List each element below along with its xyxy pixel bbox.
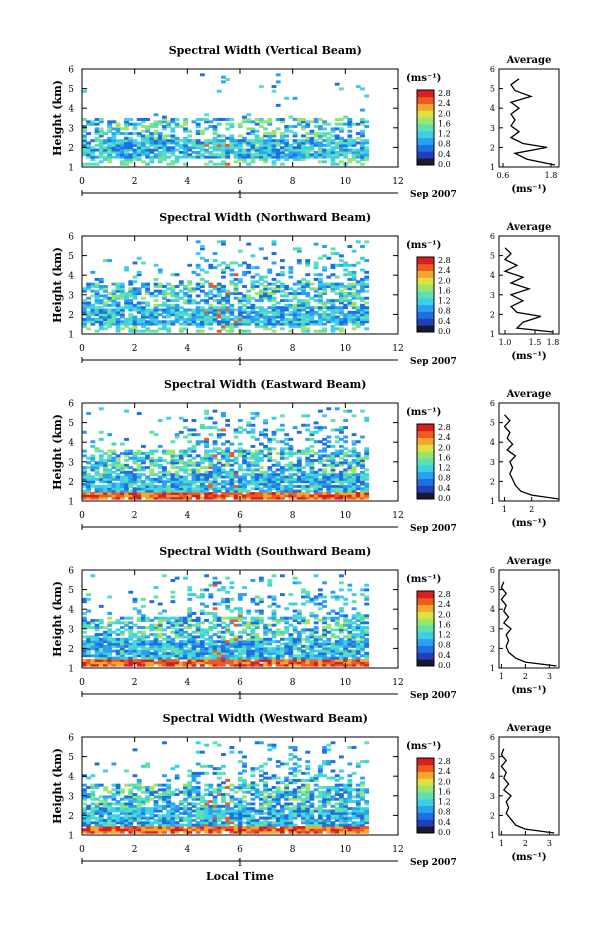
- average-y-tick: 6: [489, 399, 495, 408]
- colorbar-segment: [417, 758, 434, 765]
- y-tick-label: 4: [68, 104, 74, 115]
- x-tick-label: 0: [79, 344, 85, 354]
- average-title: Average: [506, 55, 552, 66]
- colorbar-segment: [417, 284, 434, 291]
- colorbar-tick: 0.8: [438, 807, 451, 817]
- date-label: Sep 2007: [410, 691, 457, 701]
- y-tick-label: 2: [68, 143, 74, 154]
- average-title: Average: [506, 222, 552, 233]
- colorbar-tick: 0.8: [438, 306, 451, 316]
- colorbar-segment: [417, 431, 434, 438]
- y-tick-label: 2: [68, 310, 74, 321]
- colorbar-segment: [417, 264, 434, 271]
- average-y-tick: 1: [489, 664, 495, 673]
- y-tick-label: 3: [68, 792, 74, 803]
- average-units: (ms⁻¹): [511, 685, 547, 696]
- colorbar-tick: 0.8: [438, 473, 451, 483]
- average-y-tick: 5: [489, 418, 495, 428]
- colorbar-segment: [417, 618, 434, 625]
- x-tick-label: 4: [184, 344, 191, 354]
- colorbar-tick: 0.4: [438, 650, 451, 660]
- colorbar-tick: 0.0: [438, 494, 451, 503]
- average-units: (ms⁻¹): [511, 184, 547, 195]
- average-units: (ms⁻¹): [511, 351, 547, 362]
- colorbar-segment: [417, 318, 434, 325]
- colorbar-tick: 0.0: [438, 828, 451, 837]
- average-y-tick: 1: [489, 163, 495, 172]
- colorbar-tick: 1.2: [438, 296, 451, 306]
- colorbar-units: (ms⁻¹): [406, 574, 442, 585]
- average-x-tick: 1: [498, 839, 504, 848]
- average-y-tick: 2: [489, 143, 495, 153]
- colorbar-tick: 0.0: [438, 661, 451, 670]
- average-y-tick: 2: [489, 477, 495, 487]
- y-tick-label: 3: [68, 124, 74, 135]
- average-profile-line: [505, 415, 560, 499]
- colorbar-segment: [417, 806, 434, 813]
- colorbar-units: (ms⁻¹): [406, 407, 442, 418]
- colorbar-units: (ms⁻¹): [406, 741, 442, 752]
- y-tick-label: 1: [68, 831, 74, 842]
- colorbar-segment: [417, 158, 434, 165]
- average-y-tick: 2: [489, 644, 495, 654]
- colorbar-segment: [417, 151, 434, 158]
- x-tick-label: 10: [339, 845, 352, 855]
- colorbar-tick: 1.6: [438, 119, 451, 129]
- average-profile-line: [501, 582, 556, 666]
- average-profile-line: [511, 79, 555, 165]
- colorbar-segment: [417, 325, 434, 332]
- colorbar-segment: [417, 117, 434, 124]
- average-profile-line: [505, 248, 553, 332]
- colorbar-tick: 2.8: [438, 423, 451, 432]
- heatmap-cells: [82, 574, 369, 666]
- colorbar-tick: 2.4: [438, 767, 451, 777]
- x-tick-label: 12: [392, 678, 404, 688]
- panel-title: Spectral Width (Vertical Beam): [168, 44, 362, 57]
- colorbar-tick: 2.8: [438, 89, 451, 98]
- colorbar-tick: 1.2: [438, 630, 451, 640]
- date-label: Sep 2007: [410, 357, 457, 367]
- colorbar-segment: [417, 799, 434, 806]
- x-tick-label: 0: [79, 845, 85, 855]
- colorbar-segment: [417, 785, 434, 792]
- colorbar-segment: [417, 90, 434, 97]
- y-tick-label: 2: [68, 811, 74, 822]
- colorbar-segment: [417, 97, 434, 104]
- y-axis-label: Height (km): [51, 247, 64, 323]
- y-tick-label: 2: [68, 644, 74, 655]
- colorbar-units: (ms⁻¹): [406, 73, 442, 84]
- x-tick-label: 10: [339, 177, 352, 187]
- y-tick-label: 1: [68, 664, 74, 675]
- y-axis-label: Height (km): [51, 748, 64, 824]
- average-x-tick: 2: [522, 672, 528, 681]
- colorbar-segment: [417, 792, 434, 799]
- y-axis-label: Height (km): [51, 414, 64, 490]
- colorbar-segment: [417, 639, 434, 646]
- date-tick: 1: [237, 191, 243, 201]
- date-label: Sep 2007: [410, 524, 457, 534]
- y-tick-label: 4: [68, 438, 74, 449]
- y-tick-label: 6: [68, 65, 74, 76]
- x-tick-label: 6: [237, 845, 243, 855]
- panel-title: Spectral Width (Eastward Beam): [164, 378, 367, 391]
- colorbar-segment: [417, 472, 434, 479]
- y-tick-label: 5: [68, 419, 74, 430]
- colorbar-tick: 0.4: [438, 149, 451, 159]
- average-x-tick: 2: [529, 505, 535, 514]
- colorbar-tick: 1.6: [438, 620, 451, 630]
- colorbar-segment: [417, 813, 434, 820]
- colorbar-tick: 2.8: [438, 256, 451, 265]
- average-x-tick: 1.8: [546, 338, 560, 347]
- colorbar-tick: 1.2: [438, 129, 451, 139]
- y-axis-label: Height (km): [51, 581, 64, 657]
- colorbar-tick: 2.0: [438, 777, 451, 787]
- colorbar-segment: [417, 424, 434, 431]
- colorbar-tick: 0.4: [438, 817, 451, 827]
- average-title: Average: [506, 723, 552, 734]
- y-tick-label: 6: [68, 232, 74, 243]
- colorbar-tick: 2.4: [438, 99, 451, 109]
- average-y-tick: 4: [489, 104, 495, 114]
- panel-title: Spectral Width (Northward Beam): [159, 211, 372, 224]
- x-tick-label: 10: [339, 344, 352, 354]
- colorbar-segment: [417, 652, 434, 659]
- y-tick-label: 1: [68, 497, 74, 508]
- x-tick-label: 12: [392, 177, 404, 187]
- x-tick-label: 8: [289, 511, 296, 521]
- y-tick-label: 1: [68, 330, 74, 341]
- colorbar-segment: [417, 271, 434, 278]
- colorbar-segment: [417, 104, 434, 111]
- colorbar-segment: [417, 479, 434, 486]
- date-label: Sep 2007: [410, 858, 457, 868]
- y-axis-label: Height (km): [51, 80, 64, 156]
- colorbar-tick: 0.0: [438, 327, 451, 336]
- average-x-tick: 1.8: [544, 171, 558, 180]
- x-tick-label: 4: [184, 845, 191, 855]
- x-tick-label: 10: [339, 511, 352, 521]
- y-tick-label: 5: [68, 85, 74, 96]
- colorbar-tick: 0.4: [438, 483, 451, 493]
- average-y-tick: 5: [489, 84, 495, 94]
- y-tick-label: 3: [68, 458, 74, 469]
- y-tick-label: 6: [68, 733, 74, 744]
- colorbar-tick: 2.4: [438, 433, 451, 443]
- average-x-tick: 3: [546, 672, 552, 681]
- panel-3: [51, 545, 559, 702]
- x-tick-label: 8: [289, 344, 296, 354]
- average-x-tick: 1.0: [498, 338, 512, 347]
- average-y-tick: 5: [489, 752, 495, 762]
- colorbar-segment: [417, 605, 434, 612]
- average-y-tick: 3: [489, 123, 495, 133]
- date-label: Sep 2007: [410, 190, 457, 200]
- colorbar-segment: [417, 465, 434, 472]
- date-tick: 1: [237, 525, 243, 535]
- y-tick-label: 6: [68, 399, 74, 410]
- x-tick-label: 12: [392, 845, 404, 855]
- average-y-tick: 4: [489, 438, 495, 448]
- panel-0: [51, 44, 559, 201]
- x-tick-label: 8: [289, 678, 296, 688]
- average-profile-line: [501, 749, 554, 833]
- panel-1: [51, 211, 559, 368]
- colorbar-tick: 1.6: [438, 453, 451, 463]
- x-tick-label: 2: [131, 678, 138, 688]
- panel-title: Spectral Width (Southward Beam): [159, 545, 372, 558]
- colorbar-tick: 2.8: [438, 590, 451, 599]
- average-y-tick: 3: [489, 791, 495, 801]
- average-title: Average: [506, 556, 552, 567]
- colorbar-segment: [417, 772, 434, 779]
- colorbar-segment: [417, 277, 434, 284]
- colorbar-tick: 2.4: [438, 600, 451, 610]
- average-x-tick: 2: [522, 839, 528, 848]
- colorbar-segment: [417, 598, 434, 605]
- average-y-tick: 4: [489, 772, 495, 782]
- average-x-tick: 1.5: [528, 338, 542, 347]
- colorbar-segment: [417, 632, 434, 639]
- average-y-tick: 6: [489, 65, 495, 74]
- y-tick-label: 5: [68, 753, 74, 764]
- average-y-tick: 2: [489, 811, 495, 821]
- average-y-tick: 6: [489, 232, 495, 241]
- average-y-tick: 4: [489, 605, 495, 615]
- average-y-tick: 5: [489, 251, 495, 261]
- colorbar-tick: 2.0: [438, 276, 451, 286]
- x-tick-label: 6: [237, 678, 243, 688]
- x-tick-label: 6: [237, 511, 243, 521]
- average-y-tick: 1: [489, 497, 495, 506]
- colorbar-tick: 2.0: [438, 610, 451, 620]
- colorbar-tick: 1.6: [438, 286, 451, 296]
- colorbar-segment: [417, 438, 434, 445]
- x-tick-label: 2: [131, 177, 138, 187]
- colorbar-tick: 2.4: [438, 266, 451, 276]
- x-tick-label: 6: [237, 344, 243, 354]
- average-units: (ms⁻¹): [511, 518, 547, 529]
- colorbar-segment: [417, 305, 434, 312]
- colorbar-tick: 2.0: [438, 109, 451, 119]
- colorbar-tick: 1.2: [438, 463, 451, 473]
- colorbar-tick: 1.6: [438, 787, 451, 797]
- x-tick-label: 2: [131, 845, 138, 855]
- x-axis-label: Local Time: [206, 870, 274, 883]
- heatmap-cells: [82, 240, 369, 332]
- x-tick-label: 2: [131, 344, 138, 354]
- colorbar-segment: [417, 124, 434, 131]
- average-y-tick: 6: [489, 733, 495, 742]
- colorbar-segment: [417, 257, 434, 264]
- colorbar-segment: [417, 819, 434, 826]
- average-y-tick: 2: [489, 310, 495, 320]
- colorbar-segment: [417, 291, 434, 298]
- x-tick-label: 8: [289, 177, 296, 187]
- colorbar-tick: 1.2: [438, 797, 451, 807]
- colorbar-tick: 2.8: [438, 757, 451, 766]
- y-tick-label: 5: [68, 586, 74, 597]
- colorbar-segment: [417, 591, 434, 598]
- colorbar-tick: 0.8: [438, 640, 451, 650]
- colorbar-tick: 2.0: [438, 443, 451, 453]
- y-tick-label: 4: [68, 605, 74, 616]
- colorbar-segment: [417, 659, 434, 666]
- average-y-tick: 1: [489, 831, 495, 840]
- x-tick-label: 6: [237, 177, 243, 187]
- panel-2: [51, 378, 559, 535]
- colorbar-segment: [417, 646, 434, 653]
- colorbar-tick: 0.0: [438, 160, 451, 169]
- x-tick-label: 0: [79, 511, 85, 521]
- x-tick-label: 4: [184, 177, 191, 187]
- date-tick: 1: [237, 859, 243, 869]
- y-tick-label: 5: [68, 252, 74, 263]
- average-frame: [499, 69, 559, 167]
- colorbar-segment: [417, 145, 434, 152]
- colorbar-segment: [417, 611, 434, 618]
- x-tick-label: 10: [339, 678, 352, 688]
- date-tick: 1: [237, 358, 243, 368]
- colorbar-segment: [417, 451, 434, 458]
- average-y-tick: 5: [489, 585, 495, 595]
- colorbar-segment: [417, 485, 434, 492]
- heatmap-cells: [82, 73, 369, 165]
- colorbar-units: (ms⁻¹): [406, 240, 442, 251]
- colorbar-segment: [417, 138, 434, 145]
- colorbar-segment: [417, 625, 434, 632]
- average-y-tick: 3: [489, 290, 495, 300]
- colorbar-segment: [417, 312, 434, 319]
- x-tick-label: 12: [392, 344, 404, 354]
- x-tick-label: 4: [184, 678, 191, 688]
- average-x-tick: 1: [498, 672, 504, 681]
- x-tick-label: 4: [184, 511, 191, 521]
- x-tick-label: 0: [79, 177, 85, 187]
- heatmap-cells: [82, 407, 369, 499]
- average-frame: [499, 737, 559, 835]
- y-tick-label: 4: [68, 271, 74, 282]
- average-y-tick: 4: [489, 271, 495, 281]
- average-frame: [499, 570, 559, 668]
- x-tick-label: 2: [131, 511, 138, 521]
- average-y-tick: 3: [489, 457, 495, 467]
- x-tick-label: 12: [392, 511, 404, 521]
- average-title: Average: [506, 389, 552, 400]
- y-tick-label: 4: [68, 772, 74, 783]
- date-tick: 1: [237, 692, 243, 702]
- colorbar-segment: [417, 765, 434, 772]
- y-tick-label: 3: [68, 625, 74, 636]
- y-tick-label: 1: [68, 163, 74, 174]
- colorbar-segment: [417, 131, 434, 138]
- average-y-tick: 3: [489, 624, 495, 634]
- colorbar-segment: [417, 492, 434, 499]
- colorbar-segment: [417, 444, 434, 451]
- average-x-tick: 0.6: [496, 171, 510, 180]
- colorbar-tick: 0.4: [438, 316, 451, 326]
- average-y-tick: 6: [489, 566, 495, 575]
- panel-title: Spectral Width (Westward Beam): [162, 712, 368, 725]
- colorbar-tick: 0.8: [438, 139, 451, 149]
- colorbar-segment: [417, 458, 434, 465]
- y-tick-label: 6: [68, 566, 74, 577]
- colorbar-segment: [417, 298, 434, 305]
- y-tick-label: 3: [68, 291, 74, 302]
- average-x-tick: 1: [501, 505, 508, 514]
- colorbar-segment: [417, 778, 434, 785]
- x-tick-label: 0: [79, 678, 85, 688]
- average-units: (ms⁻¹): [511, 852, 547, 863]
- colorbar-segment: [417, 110, 434, 117]
- heatmap-cells: [82, 741, 369, 833]
- panel-4: [51, 712, 559, 869]
- y-tick-label: 2: [68, 477, 74, 488]
- x-tick-label: 8: [289, 845, 296, 855]
- average-y-tick: 1: [489, 330, 495, 339]
- colorbar-segment: [417, 826, 434, 833]
- average-x-tick: 3: [546, 839, 552, 848]
